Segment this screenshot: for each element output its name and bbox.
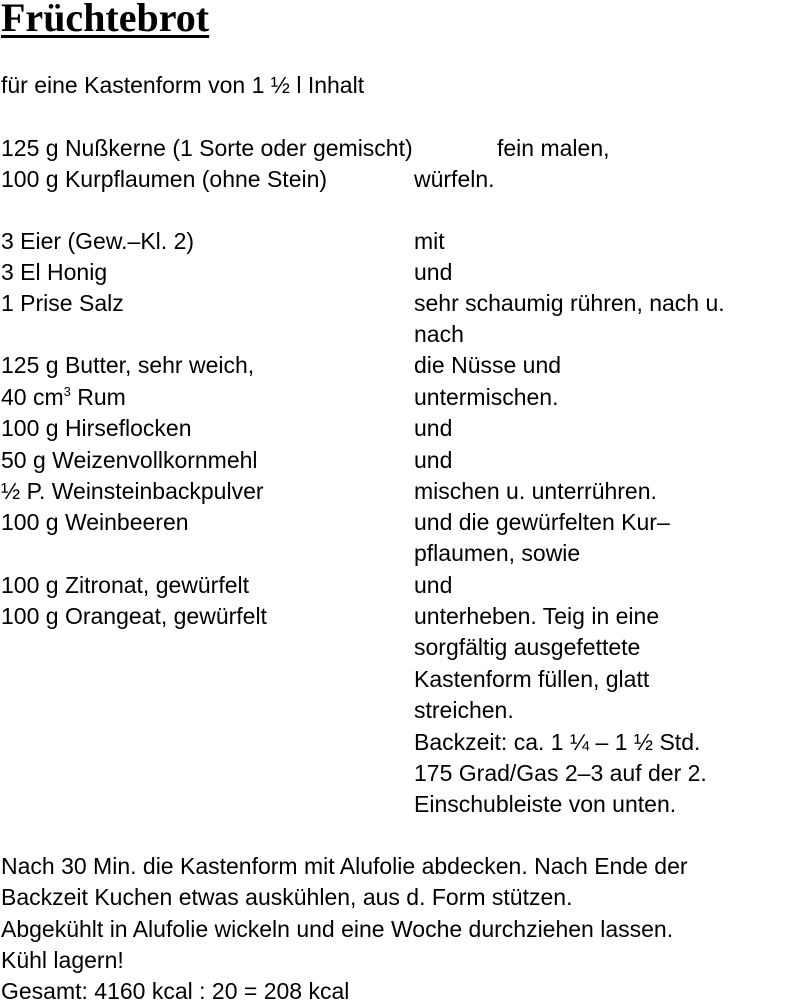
- instruction: Einschubleiste von unten.: [414, 791, 677, 817]
- ingredient-name: Rum: [70, 384, 126, 410]
- ingredient: 1 Prise Salz: [1, 290, 124, 316]
- ingredient: 125 g Nußkerne (1 Sorte oder gemischt): [1, 135, 413, 161]
- ingredient: ½ P. Weinsteinbackpulver: [1, 478, 264, 504]
- ingredient: 3 El Honig: [1, 259, 108, 285]
- instruction: mischen u. unterrühren.: [414, 478, 657, 504]
- instruction: und: [414, 415, 453, 441]
- unit-exponent: 3: [63, 384, 71, 399]
- footer-line: Abgekühlt in Alufolie wickeln und eine Woche durchziehen lassen.: [1, 916, 674, 942]
- instruction: 175 Grad/Gas 2–3 auf der 2.: [414, 760, 707, 786]
- instruction: und: [414, 447, 453, 473]
- recipe-title: Früchtebrot: [1, 0, 210, 40]
- instruction: und: [414, 572, 453, 598]
- footer-line: Backzeit Kuchen etwas auskühlen, aus d. Form stützen.: [1, 884, 573, 910]
- instruction: streichen.: [414, 697, 514, 723]
- instruction: Backzeit: ca. 1 ¼ – 1 ½ Std.: [414, 729, 701, 755]
- instruction: unterheben. Teig in eine: [414, 603, 660, 629]
- ingredient: [1, 382, 126, 413]
- ingredient: 125 g Butter, sehr weich,: [1, 352, 255, 378]
- subtitle: für eine Kastenform von 1 ½ l Inhalt: [1, 72, 365, 98]
- ingredient: 100 g Kurpflaumen (ohne Stein): [1, 166, 328, 192]
- instruction: und die gewürfelten Kur–: [414, 509, 670, 535]
- calorie-summary: Gesamt: 4160 kcal : 20 = 208 kcal: [1, 978, 350, 1004]
- instruction: die Nüsse und: [414, 352, 562, 378]
- ingredient: 50 g Weizenvollkornmehl: [1, 447, 258, 473]
- footer-line: Kühl lagern!: [1, 947, 124, 973]
- instruction: nach: [414, 321, 464, 347]
- instruction: mit: [414, 228, 445, 254]
- ingredient: 3 Eier (Gew.–Kl. 2): [1, 228, 195, 254]
- footer-line: Nach 30 Min. die Kastenform mit Alufolie abdecken. Nach Ende der: [1, 853, 688, 879]
- instruction: und: [414, 259, 453, 285]
- ingredient-amount: 40 cm: [1, 384, 64, 410]
- instruction: fein malen,: [497, 135, 610, 161]
- instruction: sehr schaumig rühren, nach u.: [414, 290, 725, 316]
- ingredient: 100 g Zitronat, gewürfelt: [1, 572, 250, 598]
- instruction: Kastenform füllen, glatt: [414, 666, 650, 692]
- ingredient: 100 g Hirseflocken: [1, 415, 192, 441]
- instruction: pflaumen, sowie: [414, 540, 581, 566]
- ingredient: 100 g Weinbeeren: [1, 509, 189, 535]
- instruction: sorgfältig ausgefettete: [414, 634, 641, 660]
- ingredient: 100 g Orangeat, gewürfelt: [1, 603, 267, 629]
- instruction: untermischen.: [414, 384, 559, 410]
- instruction: würfeln.: [414, 166, 495, 192]
